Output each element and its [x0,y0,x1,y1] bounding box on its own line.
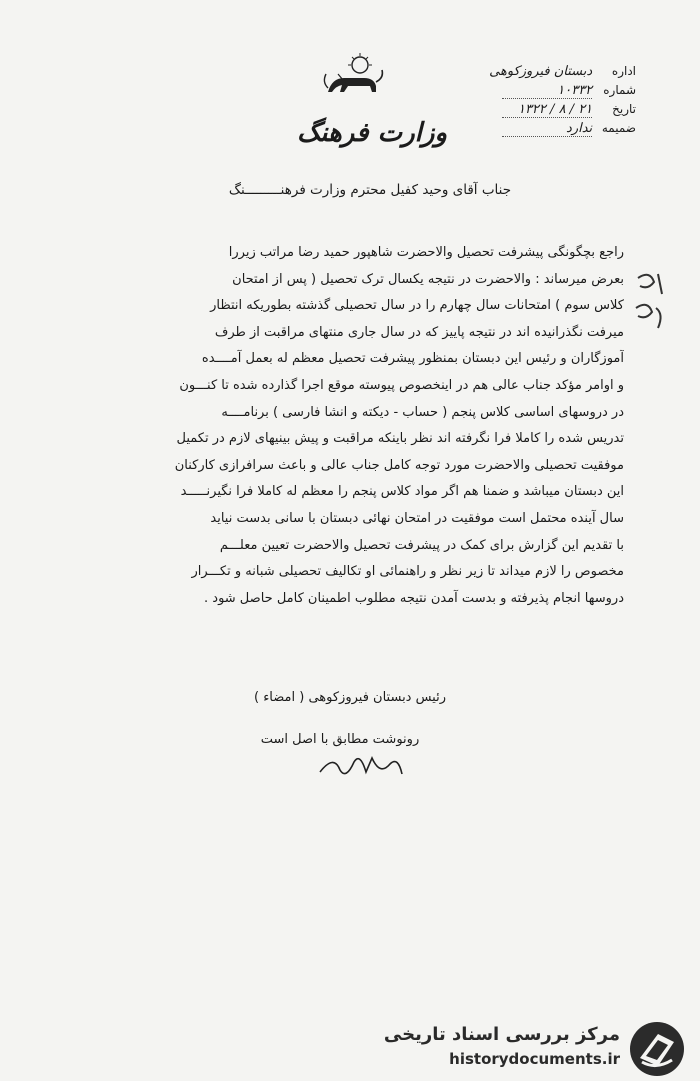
number-value: ۱۰۳۳۲ [502,83,592,99]
signer-line: رئیس دبستان فیروزکوهی ( امضاء ) [253,690,447,705]
body-line: با تقدیم این گزارش برای کمک در پیشرفت تحصیل والاحضرت تعیین معلـــم [219,537,624,553]
body-line: سال آینده محتمل است موفقیت در امتحان نهائی دبستان با سانی بدست نیاید [210,510,624,526]
body-line: در دروسهای اساسی کلاس پنجم ( حساب - دیکته و انشا فارسی ) برنامــــه [221,404,624,420]
office-value: دبستان فیروزکوهی [489,64,593,79]
body-line: مخصوص را لازم میداند تا زیر نظر و راهنمائی او تکالیف تحصیلی شبانه و تکـــرار [191,564,624,580]
letterhead-meta [406,64,636,140]
archive-watermark [383,1018,698,1078]
body-line: آموزگاران و رئیس این دبستان بمنظور پیشرفت تحصیل معظم له بعمل آمــــده [201,351,624,367]
watermark-title: مرکز بررسی اسناد تاریخی [383,1024,620,1045]
number-row [406,83,636,102]
ministry-title: وزارت فرهنگ [296,118,448,148]
handwritten-margin-mark-icon [628,268,672,338]
enclosure-row [406,121,636,140]
body-line: تدریس شده را کاملا فرا نگرفته اند نظر باینکه مراقبت و پیش بینیهای لازم در تکمیل [176,431,624,447]
copy-certification: رونوشت مطابق با اصل است [260,732,420,747]
watermark-url: historydocuments.ir [449,1050,620,1068]
body-line: موفقیت تحصیلی والاحضرت مورد توجه کامل جناب عالی و باعث سرافرازی کارکنان [174,457,624,473]
enclosure-label: ضمیمه [601,121,636,135]
lion-and-sun-emblem-icon [318,52,390,98]
addressee: جناب آقای وحید کفیل محترم وزارت فرهنـــــــــنگ [228,182,512,198]
body-line: این دبستان میباشد و ضمنا هم اگر مواد کلاس پنجم را معظم له کاملا فرا نگیرنـــــد [180,484,624,500]
enclosure-value: ندارد [502,121,592,137]
date-row [406,102,636,121]
date-value: ۲۱ / ۸ / ۱۳۲۲ [502,102,592,118]
archive-logo-icon [628,1020,686,1078]
body-line: دروسها انجام پذیرفته و بدست آمدن نتیجه مطلوب اطمینان کامل حاصل شود . [204,590,624,606]
office-label: اداره [611,64,636,78]
body-line: راجع بچگونگی پیشرفت تحصیل والاحضرت شاهپور حمید رضا مراتب زیررا [228,245,624,260]
body-line: و اوامر مؤکد جناب عالی هم در اینخصوص پیوسته موقع اجرا گذارده شده تا کنـــون [179,377,624,393]
body-line: بعرض میرساند : والاحضرت در نتیجه یکسال ترک تحصیل ( پس از امتحان [232,271,624,287]
letter-body [96,240,624,612]
number-label: شماره [603,83,636,97]
signature-icon [310,748,410,784]
body-line: کلاس سوم ) امتحانات سال چهارم را در سال تحصیلی گذشته بطوریکه انتظار [210,298,624,314]
office-row [406,64,636,83]
body-line: میرفت نگذرانیده اند در نتیجه پاییز که در سال جاری منتهای مراقبت از طرف [214,324,624,340]
date-label: تاریخ [612,102,636,116]
